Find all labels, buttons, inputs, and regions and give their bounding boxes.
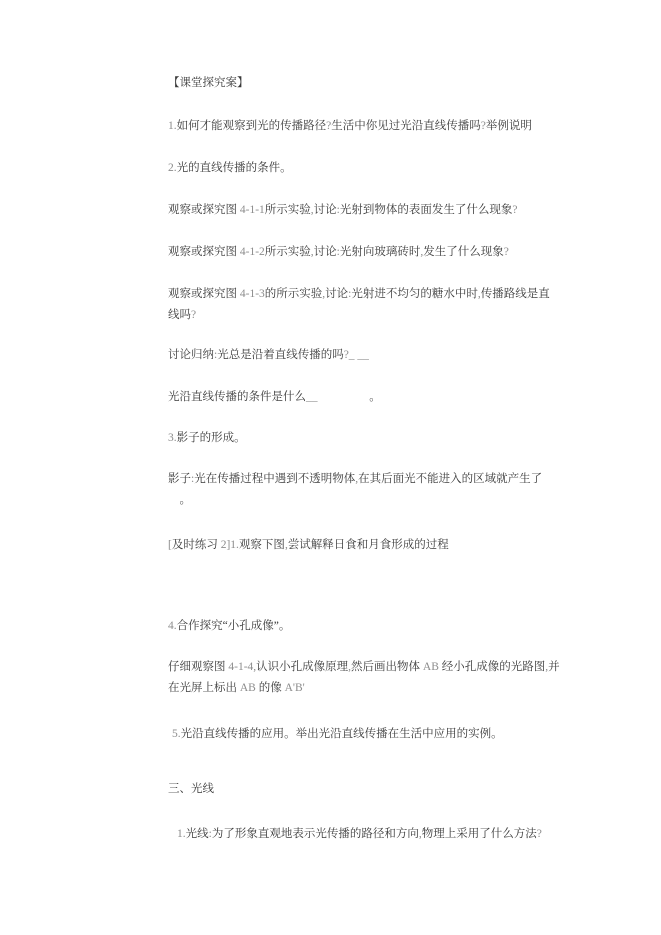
question-4 (168, 616, 608, 637)
paragraph-text: 观察或探究图 4-1-1所示实验,讨论:光射到物体的表面发生了什么现象? (168, 204, 518, 216)
section-heading-rays (168, 779, 608, 800)
question-2 (168, 158, 608, 179)
ray-question-1 (168, 824, 608, 845)
paragraph-text: 观察或探究图 4-1-2所示实验,讨论:光射向玻璃砖时,发生了什么现象? (168, 246, 509, 258)
paragraph-text: 影子:光在传播过程中遇到不透明物体,在其后面光不能进入的区域就产生了 (168, 473, 543, 485)
paragraph-text: 2.光的直线传播的条件。 (168, 162, 292, 174)
paragraph-text: 【课堂探究案】 (168, 77, 249, 89)
question-1 (168, 116, 608, 137)
paragraph-text: 1.如何才能观察到光的传播路径?生活中你见过光沿直线传播吗?举例说明 (168, 120, 532, 132)
paragraph-text: 三、光线 (168, 783, 214, 795)
paragraph-text: 5.光沿直线传播的应用。举出光沿直线传播在生活中应用的实例。 (172, 728, 503, 740)
shadow-definition (168, 469, 608, 511)
paragraph-text: 4.合作探究“小孔成像”。 (168, 620, 291, 632)
observe-figure-4-1-3 (168, 284, 608, 326)
timely-practice-2 (168, 535, 608, 556)
paragraph-text: 线吗? (168, 309, 197, 321)
observe-figure-4-1-4 (168, 657, 608, 699)
paragraph-text: 光沿直线传播的条件是什么__ 。 (168, 391, 381, 403)
observe-figure-4-1-2 (168, 242, 608, 263)
paragraph-text: 1.光线:为了形象直观地表示光传播的路径和方向,物理上采用了什么方法? (177, 828, 542, 840)
question-3 (168, 428, 608, 449)
paragraph-text: 3.影子的形成。 (168, 432, 246, 444)
document-content (168, 73, 608, 845)
paragraph-text: 在光屏上标出 AB 的像 A'B' (168, 682, 305, 694)
question-5 (168, 724, 608, 745)
section-title (168, 73, 608, 94)
paragraph-text: [及时练习 2]1.观察下图,尝试解释日食和月食形成的过程 (168, 539, 449, 551)
paragraph-text: 仔细观察图 4-1-4,认识小孔成像原理,然后画出物体 AB 经小孔成像的光路图,并 (168, 661, 560, 673)
discussion-summary (168, 345, 608, 366)
paragraph-text: 观察或探究图 4-1-3的所示实验,讨论:光射进不均匀的糖水中时,传播路线是直 (168, 288, 550, 300)
observe-figure-4-1-1 (168, 200, 608, 221)
paragraph-text: 。 (179, 494, 191, 506)
paragraph-text: 讨论归纳:光总是沿着直线传播的吗?_ __ (168, 349, 369, 361)
condition-fill-blank (168, 387, 608, 408)
